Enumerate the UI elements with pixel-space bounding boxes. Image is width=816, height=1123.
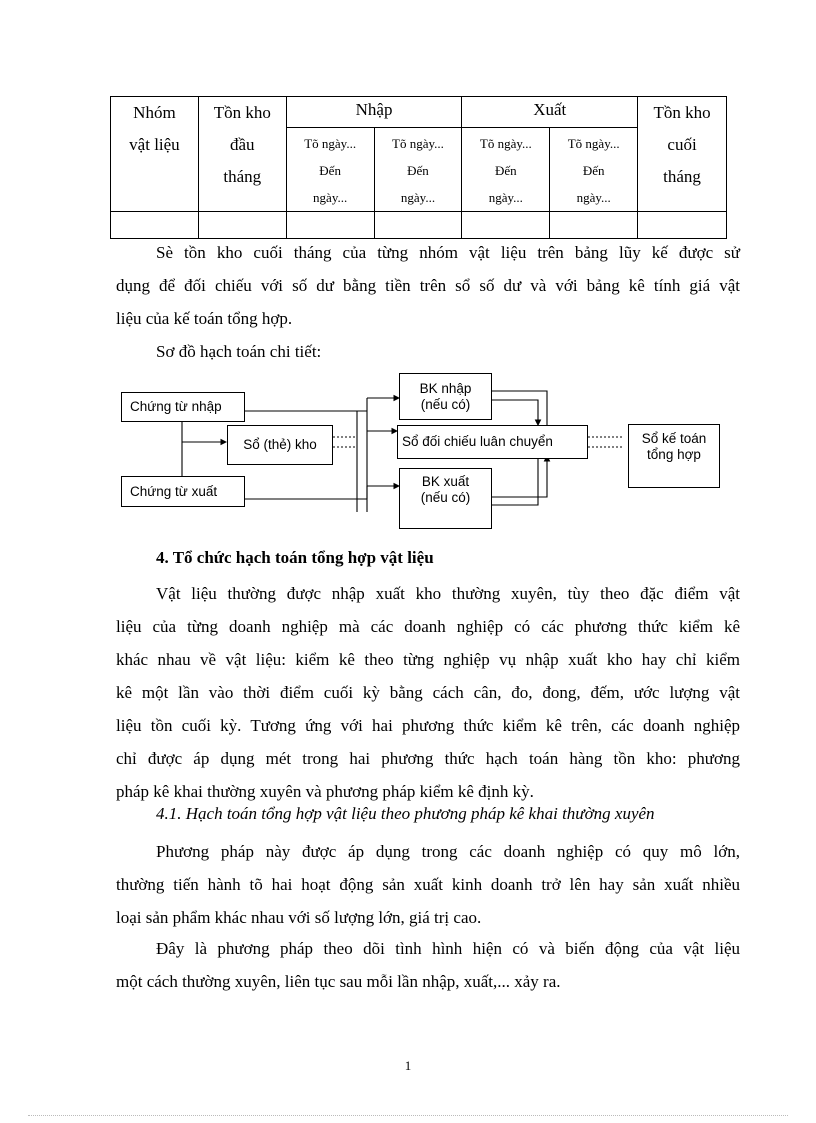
box-label: Chứng từ xuất	[130, 483, 218, 499]
box-label: Sổ kế toán	[641, 431, 707, 446]
text-line: Sơ đồ hạch toán chi tiết:	[156, 342, 322, 361]
bk-xuat-box	[399, 468, 492, 529]
text-line: Phương pháp này được áp dụng trong các doanh nghiệp có quy mô lớn,	[156, 842, 740, 861]
text-line: Vật liệu thường được nhập xuất kho thường xuyên, tùy theo đặc điểm vật	[156, 584, 740, 603]
paragraph-1	[116, 236, 740, 335]
paragraph-2	[116, 335, 740, 368]
sub-header-cell: Tõ ngày... Đến ngày...	[374, 128, 462, 212]
empty-cell	[638, 212, 727, 239]
header-closing: Tồn kho cuối tháng	[638, 97, 727, 212]
chung-tu-nhap-box	[121, 392, 245, 422]
empty-cell	[286, 212, 374, 239]
page-number: 1	[404, 1058, 412, 1073]
bk-nhap-box	[399, 373, 492, 420]
text-line: liệu của từng doanh nghiệp mà các doanh nghiệp có các phương thức kiểm kê	[116, 617, 740, 636]
box-label: BK nhập	[419, 380, 472, 396]
header-import: Nhập	[286, 97, 462, 128]
section-heading: 4. Tổ chức hạch toán tổng hợp vật liệu	[156, 548, 434, 567]
subsection-heading: 4.1. Hạch toán tổng hợp vật liệu theo phương pháp kê khai thường xuyên	[156, 804, 655, 823]
empty-cell	[462, 212, 550, 239]
text-line: Đây là phương pháp theo dõi tình hình hiện có và biến động của vật liệu	[156, 939, 740, 958]
box-label: Chứng từ nhập	[130, 399, 222, 414]
text-line: liệu của kế toán tổng hợp.	[116, 309, 293, 328]
text-line: thường tiến hành tõ hai hoạt động sản xuất kinh doanh trở lên hay sản xuất nhiều	[116, 875, 740, 894]
text-line: một cách thường xuyên, liên tục sau mỗi lần nhập, xuất,... xảy ra.	[116, 972, 561, 991]
box-label: Sổ (thẻ) kho	[243, 437, 317, 452]
paragraph-5	[116, 932, 740, 998]
sub-header-cell: Tõ ngày... Đến ngày...	[550, 128, 638, 212]
so-ke-toan-box	[628, 424, 720, 488]
text-line: Sè tồn kho cuối tháng của từng nhóm vật liệu trên bảng lũy kế được sử	[156, 243, 740, 262]
text-line: khác nhau về vật liệu: kiểm kê theo từng nghiệp vụ nhập xuất kho hay chỉ kiểm	[116, 650, 740, 669]
text-line: kê một lần vào thời điểm cuối kỳ bằng cách cân, đo, đong, đếm, ước lượng vật	[116, 683, 740, 702]
header-export: Xuất	[462, 97, 638, 128]
box-label: (nếu có)	[420, 396, 471, 412]
sub-header-cell: Tõ ngày... Đến ngày...	[462, 128, 550, 212]
empty-cell	[374, 212, 462, 239]
empty-cell	[550, 212, 638, 239]
chung-tu-xuat-box	[121, 476, 245, 507]
paragraph-3	[116, 577, 740, 808]
page-footer-divider	[28, 1115, 788, 1116]
text-line: pháp kê khai thường xuyên và phương pháp kiểm kê định kỳ.	[116, 782, 534, 801]
empty-cell	[111, 212, 199, 239]
box-label: BK xuất	[421, 474, 470, 489]
so-doi-chieu-box	[397, 425, 588, 459]
so-the-kho-box	[227, 425, 333, 465]
text-line: chỉ được áp dụng mét trong hai phương thức hạch toán hàng tồn kho: phương	[116, 749, 740, 768]
header-opening: Tồn kho đầu tháng	[198, 97, 286, 212]
sub-header-cell: Tõ ngày... Đến ngày...	[286, 128, 374, 212]
text-line: liệu tồn cuối kỳ. Tương ứng với hai phương thức kiểm kê trên, các doanh nghiệp	[116, 716, 740, 735]
text-line: dụng để đối chiếu với số dư bằng tiền trên sổ số dư và với bảng kê tính giá vật	[116, 276, 740, 295]
box-label: (nếu có)	[420, 490, 471, 505]
empty-cell	[198, 212, 286, 239]
header-group: Nhóm vật liệu	[111, 97, 199, 212]
box-label: Sổ đối chiếu luân chuyển	[402, 434, 553, 449]
box-label: tổng hợp	[647, 447, 701, 462]
text-line: loại sản phẩm khác nhau với số lượng lớn, giá trị cao.	[116, 908, 482, 927]
inventory-table	[110, 96, 727, 239]
paragraph-4	[116, 835, 740, 934]
